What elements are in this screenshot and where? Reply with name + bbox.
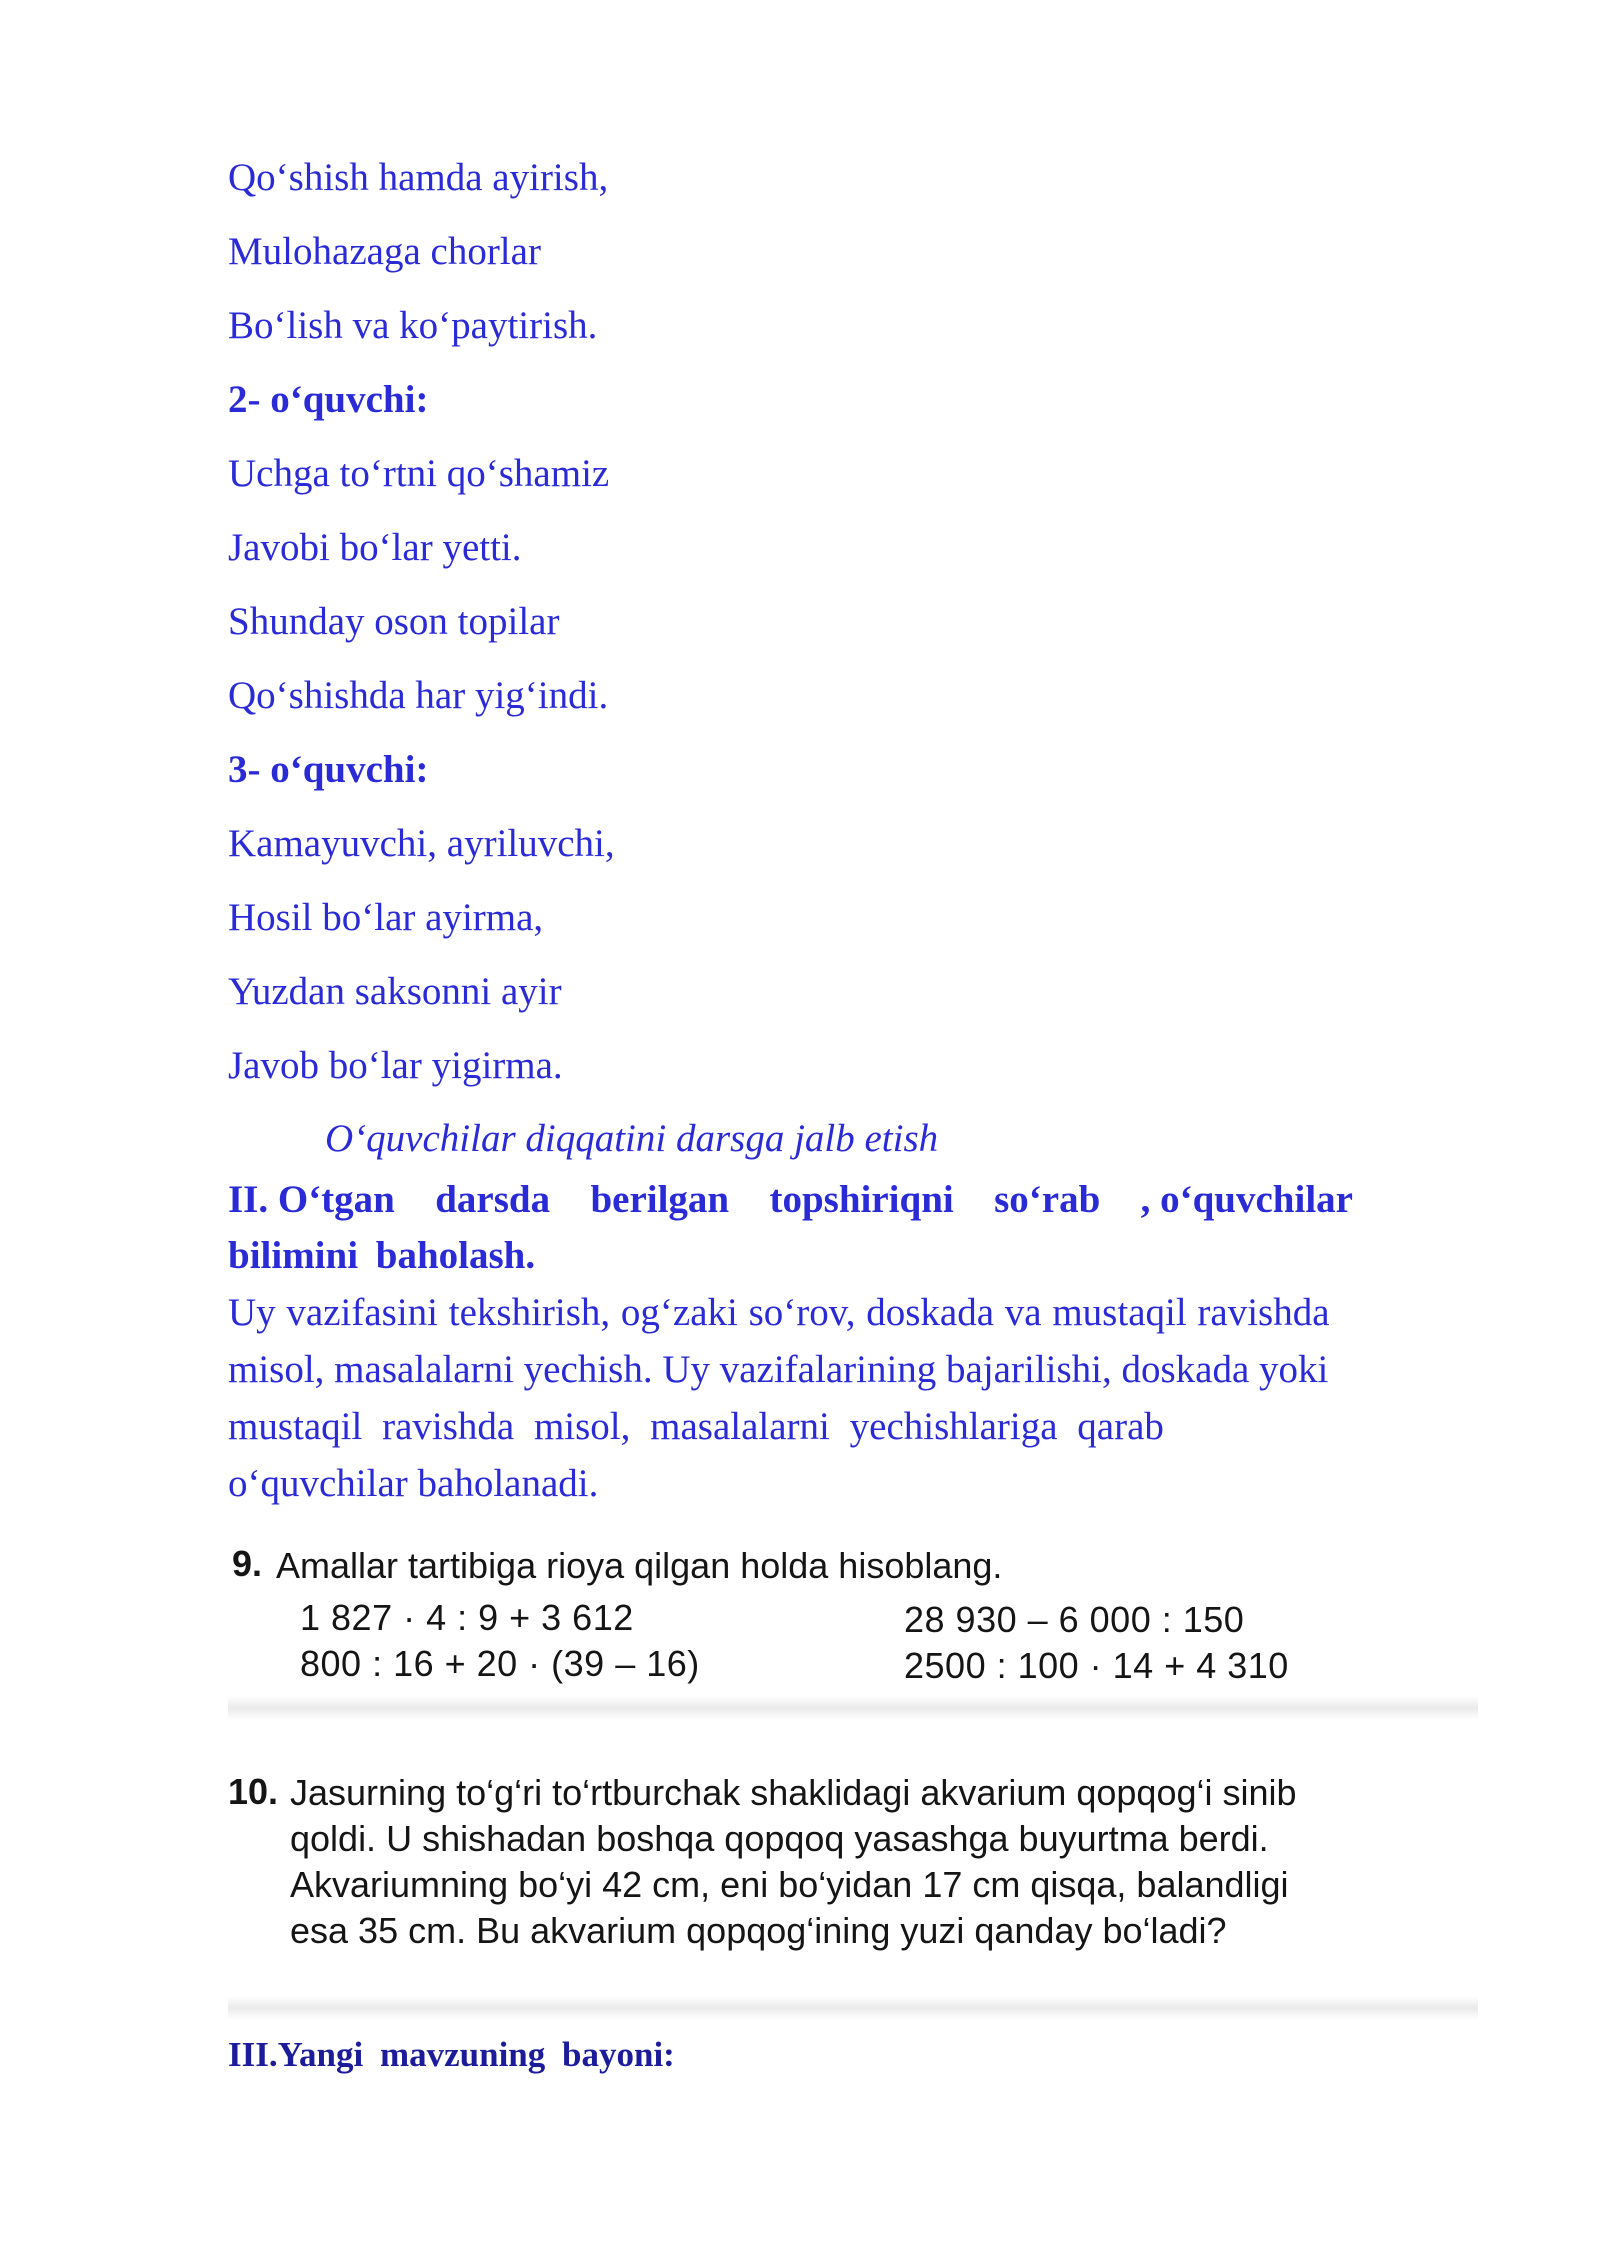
expression: 28 930 – 6 000 : 150 <box>904 1599 1245 1640</box>
reader-heading: 3- o‘quvchi: <box>228 748 429 791</box>
reader-heading: 2- o‘quvchi: <box>228 378 429 421</box>
expression: 1 827 · 4 : 9 + 3 612 <box>300 1597 634 1638</box>
poem-line: Shunday oson topilar <box>228 600 560 643</box>
paragraph-line: mustaqil ravishda misol, masalalarni yechishlariga qarab <box>228 1405 1164 1448</box>
exercise-line: Akvariumning bo‘yi 42 cm, eni bo‘yidan 17 cm qisqa, balandligi <box>290 1864 1289 1905</box>
exercise-9 <box>228 1528 1478 1698</box>
poem-line: Javobi bo‘lar yetti. <box>228 526 522 569</box>
poem-line: Mulohazaga chorlar <box>228 230 541 273</box>
poem-line: Uchga to‘rtni qo‘shamiz <box>228 452 610 495</box>
title-word: II. O‘tgan <box>228 1178 395 1221</box>
exercise-title: Amallar tartibiga rioya qilgan holda hisoblang. <box>276 1545 1003 1586</box>
exercise-number: 10. <box>228 1771 279 1812</box>
attention-note: O‘quvchilar diqqatini darsga jalb etish <box>325 1117 939 1160</box>
poem-line: Yuzdan saksonni ayir <box>228 970 562 1013</box>
title-word: , o‘quvchilar <box>1140 1178 1353 1221</box>
poem-line: Bo‘lish va ko‘paytirish. <box>228 304 598 347</box>
exercise-text <box>290 1770 1430 1954</box>
poem-line: Qo‘shishda har yig‘indi. <box>228 674 609 717</box>
section-2-title-line-2: bilimini baholash. <box>228 1234 536 1277</box>
section-2-title <box>228 1172 1368 1284</box>
title-word: so‘rab <box>994 1178 1101 1221</box>
expression: 800 : 16 + 20 · (39 – 16) <box>300 1643 700 1684</box>
scan-shadow <box>228 1996 1478 2020</box>
title-word: berilgan <box>590 1178 730 1221</box>
expression: 2500 : 100 · 14 + 4 310 <box>904 1645 1289 1686</box>
exercise-line: qoldi. U shishadan boshqa qopqoq yasashga buyurtma berdi. <box>290 1818 1269 1859</box>
paragraph-line: o‘quvchilar baholanadi. <box>228 1462 599 1505</box>
poem-line: Kamayuvchi, ayriluvchi, <box>228 822 615 865</box>
section-2-paragraph <box>228 1284 1443 1512</box>
title-word: darsda <box>435 1178 551 1221</box>
title-word: topshiriqni <box>769 1178 954 1221</box>
poem-line: Qo‘shish hamda ayirish, <box>228 156 609 199</box>
poem-line: Hosil bo‘lar ayirma, <box>228 896 544 939</box>
poem-line: Javob bo‘lar yigirma. <box>228 1044 563 1087</box>
paragraph-line: Uy vazifasini tekshirish, og‘zaki so‘rov, doskada va mustaqil ravishda <box>228 1291 1330 1334</box>
exercise-line: esa 35 cm. Bu akvarium qopqog‘ining yuzi qanday bo‘ladi? <box>290 1910 1227 1951</box>
paragraph-line: misol, masalalarni yechish. Uy vazifalarining bajarilishi, doskada yoki <box>228 1348 1329 1391</box>
section-2-title-line-1 <box>228 1172 1353 1228</box>
exercise-number: 9. <box>232 1543 263 1584</box>
section-3-heading: III.Yangi mavzuning bayoni: <box>228 2035 675 2074</box>
scan-shadow <box>228 1696 1478 1720</box>
exercise-line: Jasurning to‘g‘ri to‘rtburchak shaklidagi akvarium qopqog‘i sinib <box>290 1772 1297 1813</box>
exercise-10 <box>228 1770 1478 1970</box>
